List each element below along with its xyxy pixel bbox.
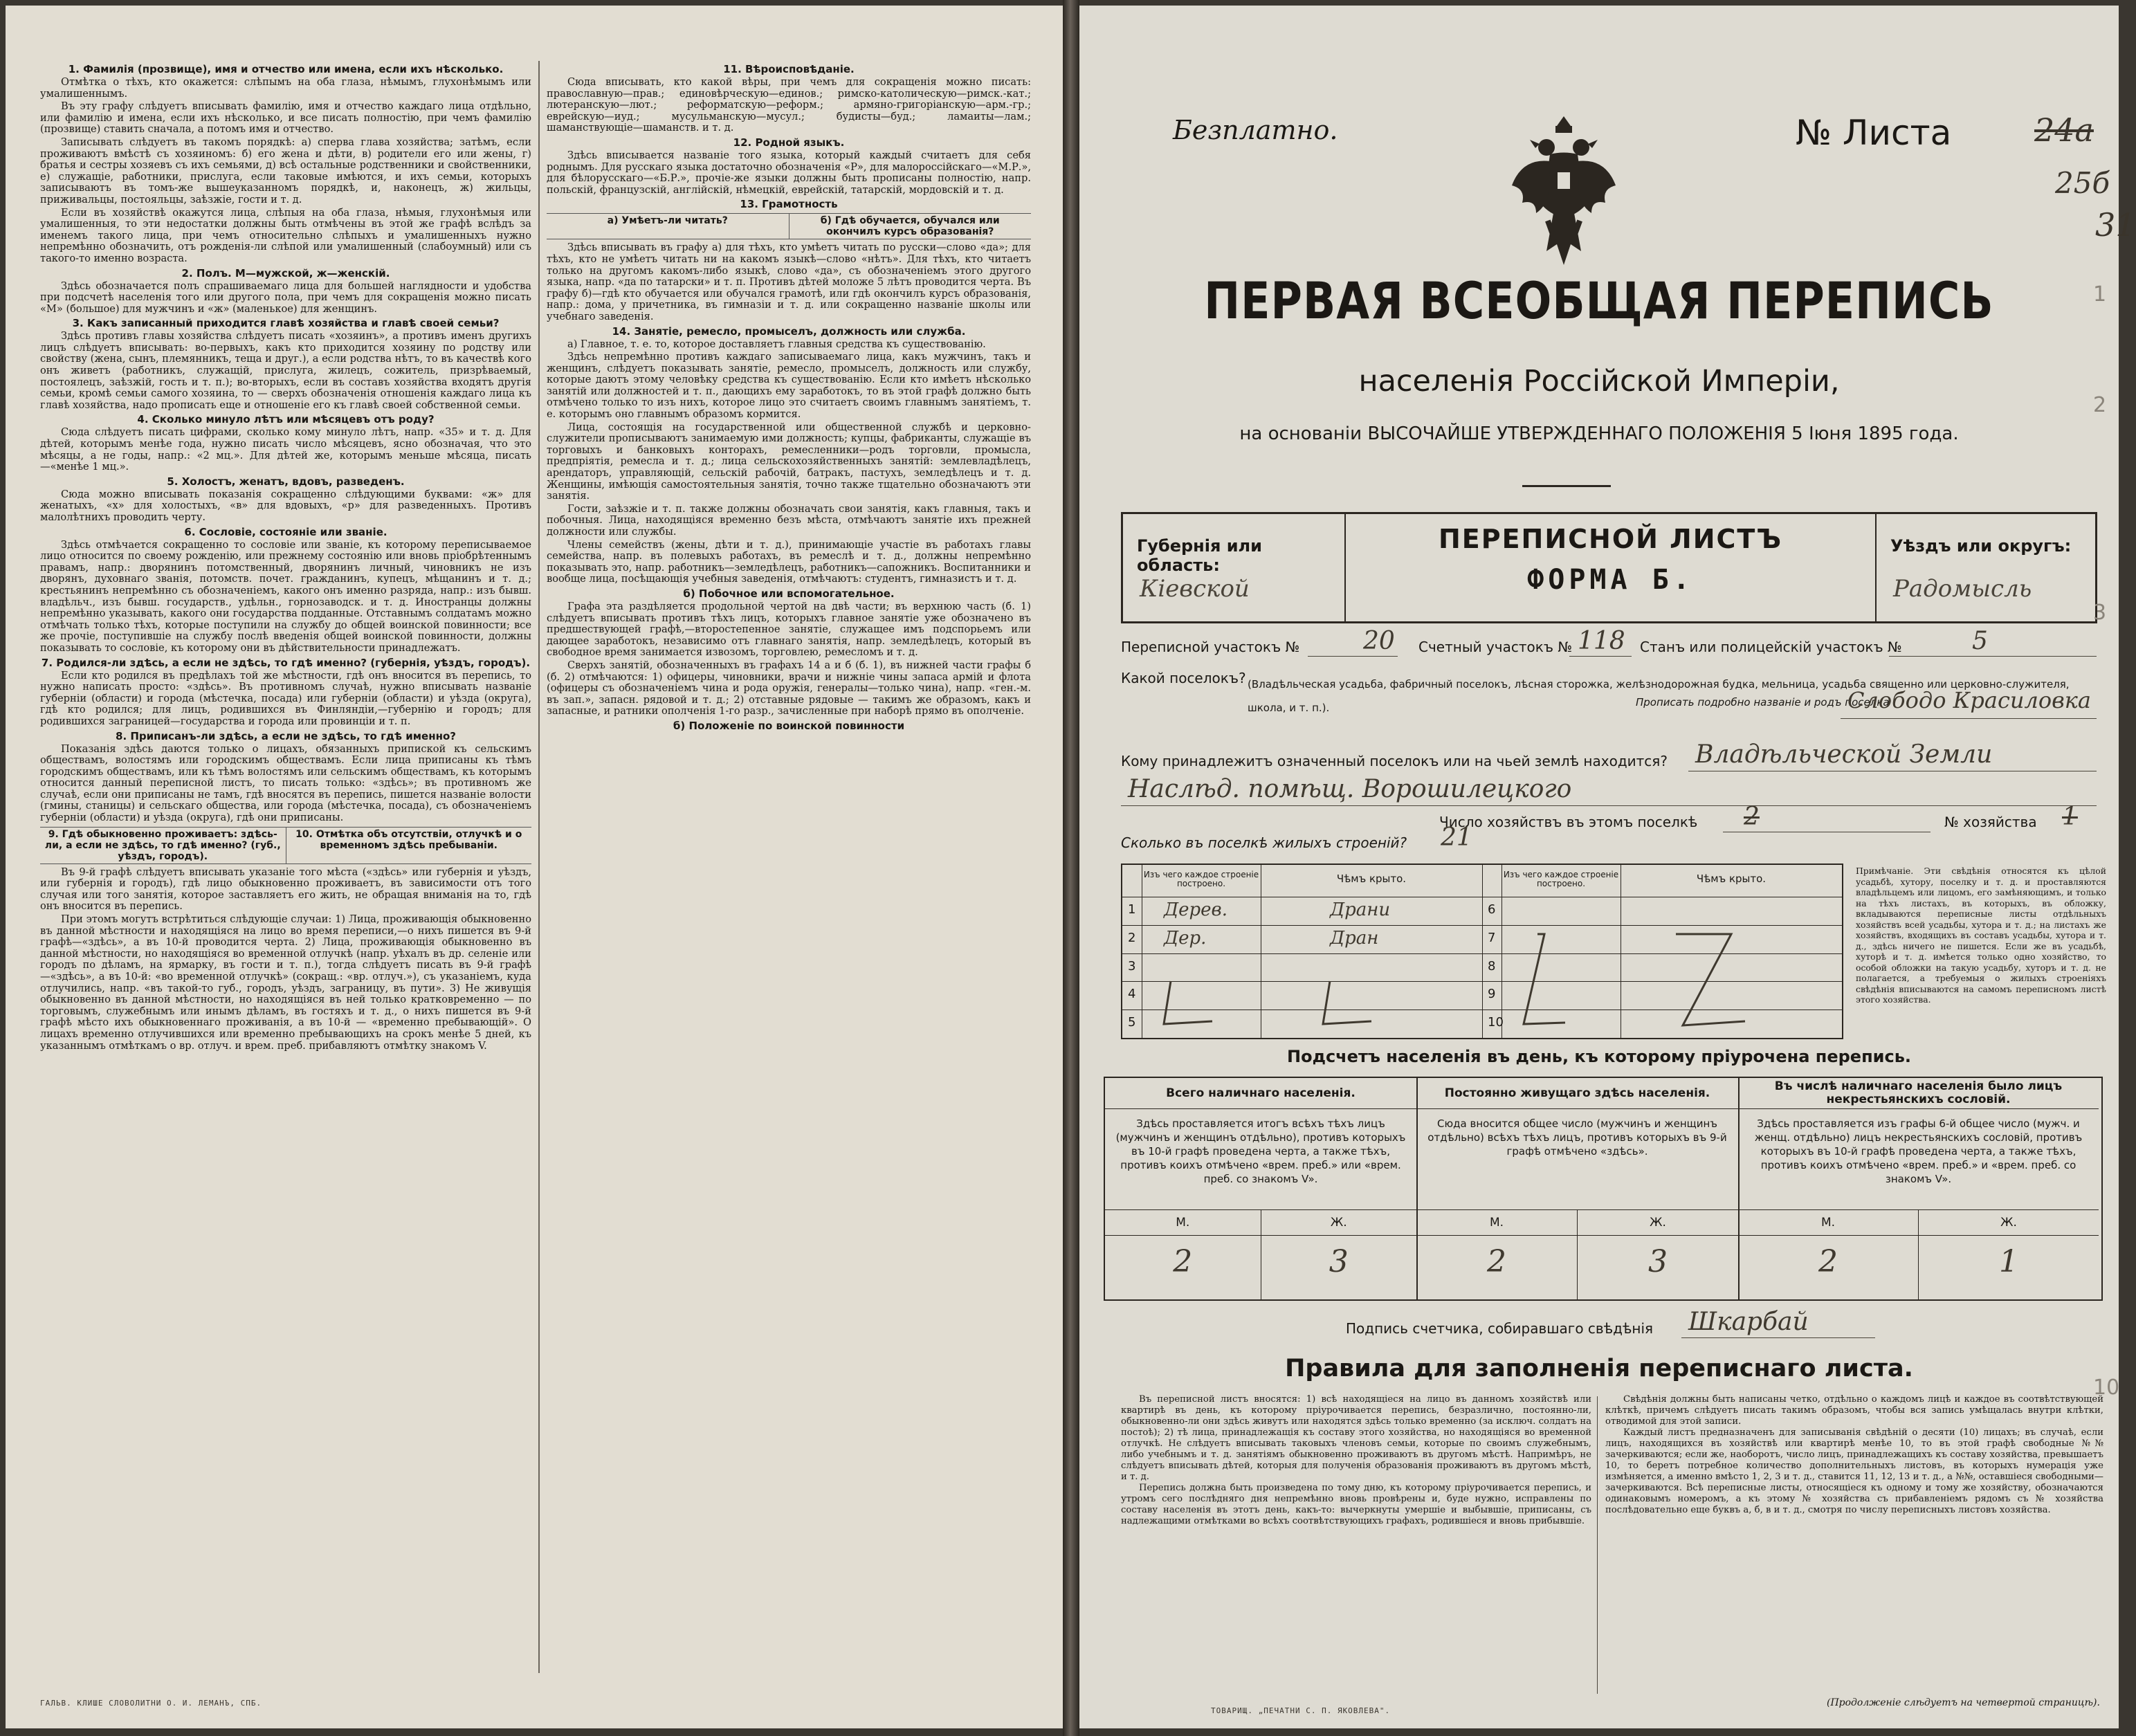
instruction-section <box>40 414 531 473</box>
count-column-description: Здѣсь проставляется изъ графы 6-й общее число (мужч. и женщ. отдѣльно) лицъ некрестьянскихъ сословій, противъ которыхъ въ 10-й графѣ проведена черта, а также тѣхъ, противъ коихъ отмѣчено «врем. преб.» и «врем. преб. со знакомъ V». <box>1754 1117 2083 1185</box>
sheet-number-struck: 24а <box>2034 111 2094 149</box>
edge-row-number: 3 <box>2093 601 2107 625</box>
column-divider <box>538 61 540 1673</box>
section-heading: 5. Холостъ, женатъ, вдовъ, разведенъ. <box>167 475 405 488</box>
corner-archive-mark: 31 <box>2095 206 2136 244</box>
split-heading <box>547 213 1031 239</box>
male-count: 2 <box>1818 1244 1838 1279</box>
underline <box>1889 656 2097 657</box>
section-heading: 11. Вѣроисповѣданіе. <box>723 63 855 75</box>
buildings-table <box>1121 864 1843 1039</box>
settlement-value: Слободо Красиловка <box>1847 687 2091 713</box>
building-material: Дерев. <box>1164 899 1227 920</box>
section-text: Члены семействъ (жены, дѣти и т. д.), принимающіе участіе въ работахъ главы семейства, напр. въ полевыхъ работахъ, въ ремеслѣ и т. д., должны непремѣнно показывать это, напр. работникъ—земледѣлецъ, работникъ—сапожникъ. Воспитанники и вообще лица, посѣщающія учебныя заведенія, отмѣчаютъ: студентъ, гимназистъ и т. д. <box>547 538 1031 585</box>
male-header: М. <box>1176 1216 1190 1230</box>
underline <box>1569 656 1632 657</box>
count-column-heading: Постоянно живущаго здѣсь населенія. <box>1416 1078 1738 1109</box>
census-sheet-title: ПЕРЕПИСНОЙ ЛИСТЪ <box>1438 524 1783 554</box>
owner-value-line2: Наслѣд. помѣщ. Ворошилецкого <box>1128 775 1572 803</box>
material-header: Изъ чего каждое строеніе построено. <box>1503 870 1619 888</box>
section-text: Если въ хозяйствѣ окажутся лица, слѣпыя на оба глаза, нѣмыя, глухонѣмыя или умалишенныя, то эти недостатки должны быть отмѣчены въ этой же графѣ вслѣдъ за именемъ такого лица, при чемъ относительно слѣпыхъ и умалишенныхъ нужно непремѣнно обозначить, отъ рожденія-ли слѣпой или умалишенный (слабоумный) или съ такого-то именно возраста. <box>40 206 531 264</box>
female-count: 1 <box>1918 1234 2099 1299</box>
governorate-value: Кіевской <box>1140 575 1250 603</box>
underline <box>1308 656 1398 657</box>
rule-paragraph: Перепись должна быть произведена по тому дню, къ которому пріурочивается перепись, и утромъ сего послѣдняго дня непремѣнно вновь провѣрены и, буде нужно, исправлены по составу населенія въ этотъ день, какъ-то: вычеркнуты умершіе и выбывшіе, приписаны, съ надлежащими отмѣтками во всѣхъ соотвѣтствующихъ графахъ, родившіеся и вновь прибывшіе. <box>1121 1483 1591 1526</box>
section-heading: 6. Сословіе, состояніе или званіе. <box>184 525 387 538</box>
title-rule <box>1522 485 1611 487</box>
split-heading-right: 10. Отмѣтка объ отсутствіи, отлучкѣ и о временномъ здѣсь пребываніи. <box>286 828 532 864</box>
section-text: Сюда слѣдуетъ писать цифрами, сколько кому минуло лѣтъ, напр. «35» и т. д. Для дѣтей, которымъ менѣе года, нужно писать число мѣсяцевъ, ясно обозначая, что это мѣсяцы, а не годы, напр.: «2 мц.». Для дѣтей же, которымъ меньше мѣсяца, писать—«менѣе 1 мц.». <box>40 426 531 473</box>
legal-basis: на основаніи ВЫСОЧАЙШЕ УТВЕРЖДЕННАГО ПОЛОЖЕНІЯ 5 Іюня 1895 года. <box>1239 423 1959 444</box>
section-text: Лица, состоящія на государственной или общественной службѣ и церковно-служители прописываютъ занимаемую ими должность; купцы, фабриканты, служащіе въ торговыхъ и банковыхъ конторахъ, ремесленники—родъ торговли, промысла, предпріятія, ремесла и т. д.; лица сельскохозяйственныхъ занятій: землевладѣлецъ, арендаторъ, управляющій, сельскій рабочій, батракъ, пастухъ, земледѣлецъ и т. д. Женщины, имѣющія самостоятельныя занятія, точно также тщательно обозначаютъ эти занятія. <box>547 421 1031 502</box>
households-count-value: 2 <box>1744 803 1760 831</box>
instruction-section <box>547 242 1031 322</box>
material-header: Изъ чего каждое строеніе построено. <box>1143 870 1259 888</box>
section-text: Здѣсь непремѣнно противъ каждаго записываемаго лица, какъ мужчинъ, такъ и женщинъ, слѣдуетъ показывать занятіе, ремесло, промыселъ, должность или службу, которые даютъ этому человѣку средства къ существованію. Если кто имѣетъ нѣсколько занятій или должностей и т. п., дающихъ ему заработокъ, то въ этой графѣ должно быть отмѣчено только то изъ нихъ, которое лицо это считаетъ своимъ главнымъ занятіемъ, т. е. которымъ оно главнымъ образомъ кормится. <box>547 351 1031 421</box>
empty-row-dash-marks <box>1122 865 1842 1038</box>
underline <box>1121 805 2097 806</box>
instruction-section <box>547 326 1031 585</box>
instructions-column-1 <box>40 61 531 1052</box>
section-text: Здѣсь отмѣчается сокращенно то сословіе или званіе, къ которому переписываемое лицо относится по своему рожденію, или прежнему состоянію или вновь пріобрѣтеннымъ правамъ, напр.: дворянинъ потомственный, дворянинъ личный, чиновникъ не изъ дворянъ, духовнаго званія, потомств. почет. гражданинъ, купецъ, мѣщанинъ и т. д.; крестьянинъ непремѣнно съ обозначеніемъ, какого онъ именно разряда, напр.: изъ бывш. владѣльч., изъ бывш. государств., удѣльн., горнозаводск. и т. д. Иностранцы должны непремѣнно указывать, какого они государства подданные. Отставнымъ солдатамъ можно отмѣчать только тѣхъ, которые поступили на службу до общей воинской повинности; все же прочіе, поступившіе на службу послѣ введенія общей воинской повинности, должны показывать то сословіе, къ которому они въ дѣйствительности принадлежатъ. <box>40 538 531 654</box>
section-text: Гости, заѣзжіе и т. п. также должны обозначать свои занятія, какъ главныя, такъ и побочныя. Лица, находящіяся временно безъ мѣста, отмѣчаютъ занятіе ихъ прежней должности или службы. <box>547 502 1031 538</box>
section-heading: 14. Занятіе, ремесло, промыселъ, должность или служба. <box>612 325 966 338</box>
section-text: Здѣсь вписывать въ графу а) для тѣхъ, кто умѣетъ читать по русски—слово «да»; для тѣхъ, кто не умѣетъ читать ни на какомъ языкѣ—слово «нѣтъ». Для тѣхъ, кто читаетъ только на другомъ какомъ-либо языкѣ, слово «да», съ обозначеніемъ этого другого языка, напр. «да по татарски» и т. п. Противъ дѣтей моложе 5 лѣтъ проводится черта. Въ графу б)—гдѣ кто обучается или обучался грамотѣ, или гдѣ окончилъ курсъ образованія, напр.: дома, у причетника, въ гимназіи и т. д. или сокращенно названіе школы или учебнаго заведенія. <box>547 241 1031 322</box>
male-count: 2 <box>1487 1244 1506 1279</box>
instruction-section <box>40 731 531 824</box>
building-roof: Драни <box>1330 899 1391 920</box>
sheet-number-label: № Листа <box>1796 113 1952 153</box>
counting-precinct-value: 118 <box>1578 627 1625 655</box>
section-heading: 8. Приписанъ-ли здѣсь, а если не здѣсь, то гдѣ именно? <box>116 729 456 742</box>
form-letter: ФОРМА Б. <box>1527 564 1694 596</box>
row-number: 1 <box>1128 902 1136 917</box>
section-text: Въ 9-й графѣ слѣдуетъ вписывать указаніе того мѣста («здѣсь» или губернія и уѣздъ, или губернія и городъ), гдѣ лицо обыкновенно проживаетъ, въ зависимости отъ того случая или того занятія, которое заставляетъ его жить, не обращая вниманія на то, гдѣ онъ вносится въ перепись. <box>40 866 531 913</box>
male-header: М. <box>1820 1216 1836 1230</box>
section-text: Сюда вписывать, кто какой вѣры, при чемъ для сокращенія можно писать: православную—прав.; единовѣрческую—единов.; римско-католическую—римск.-кат.; лютеранскую—лют.; реформатскую—реформ.; армяно-григоріанскую—арм.-гр.; еврейскую—иуд.; мусульманскую—мусул.; будисты—буд.; ламаиты—лам.; шаманствующіе—шаманств. и т. д. <box>547 76 1031 134</box>
underline <box>1841 718 2097 719</box>
continued-note: (Продолженіе слѣдуетъ на четвертой страницѣ). <box>1827 1697 2100 1708</box>
edge-row-number: 2 <box>2093 393 2107 417</box>
count-column <box>1105 1078 1418 1299</box>
female-count: 3 <box>1261 1234 1417 1299</box>
edge-row-number: 1 <box>2093 282 2107 307</box>
section-text: При этомъ могутъ встрѣтиться слѣдующіе случаи: 1) Лица, проживающія обыкновенно въ данной мѣстности и находящіяся на лицо во время переписи,—о нихъ пишется въ 9-й графѣ—«здѣсь», а въ 10-й проводится черта. 2) Лица, проживающія обыкновенно въ данной мѣстности, но находящіяся во временной отлучкѣ (напр. уѣхалъ въ др. селеніе или городъ по дѣламъ, на ярмарку, въ гости и т. п.), тогда слѣдуетъ писать въ 9-й графѣ—«здѣсь», а въ 10-й: «во временной отлучкѣ» (сокращ.: «вр. отлуч.»), съ указаніемъ, куда отлучились, напр. «въ такой-то губ., городъ, уѣздъ, заграницу, въ пути». 3) Не живущія обыкновенно въ данной мѣстности, но находящіяся въ ней только кратковременно — по торговымъ, служебнымъ или инымъ дѣламъ, въ гостяхъ и т. д., о нихъ пишется въ 9-й графѣ мѣсто ихъ обыкновеннаго проживанія, а въ 10-й — «временно пребывающій». О лицахъ временно отлучившихся или временно пребывающихъ на срокъ менѣе 5 дней, къ указаннымъ отмѣткамъ о вр. отлуч. и врем. преб. прибавляютъ отмѣтку знакомъ V. <box>40 913 531 1052</box>
roof-header: Чѣмъ крыто. <box>1336 872 1407 885</box>
instruction-section <box>547 64 1031 134</box>
count-values <box>1738 1234 2099 1299</box>
section-text: Отмѣтка о тѣхъ, кто окажется: слѣпымъ на оба глаза, нѣмымъ, глухонѣмымъ или умалишеннымъ. <box>40 76 531 100</box>
female-header: Ж. <box>1577 1210 1738 1235</box>
row-number: 2 <box>1128 930 1136 945</box>
roof-header: Чѣмъ крыто. <box>1696 872 1767 885</box>
district-value: Радомысль <box>1893 575 2032 603</box>
split-heading-left: 9. Гдѣ обыкновенно проживаетъ: здѣсь-ли, а если не здѣсь, то гдѣ именно? (губ., уѣздъ, городъ). <box>44 828 281 862</box>
police-district-value: 5 <box>1972 627 1988 655</box>
owner-label: Кому принадлежитъ означенный поселокъ или на чьей землѣ находится? <box>1121 753 1668 769</box>
district-label: Уѣздъ или округъ: <box>1890 536 2072 556</box>
section-heading: 4. Сколько минуло лѣтъ или мѣсяцевъ отъ роду? <box>137 413 435 426</box>
section-heading: 1. Фамилія (прозвище), имя и отчество или имена, если ихъ нѣсколько. <box>68 63 504 75</box>
female-header: Ж. <box>1918 1210 2099 1235</box>
double-headed-eagle-icon <box>1508 109 1619 275</box>
row-number: 5 <box>1128 1015 1136 1030</box>
instructions-column-2 <box>547 61 1031 735</box>
settlement-hint-2: Прописать подробно названіе и родъ поселка <box>1633 696 1890 709</box>
rule-paragraph: Въ переписной листъ вносятся: 1) всѣ находящіеся на лицо въ данномъ хозяйствѣ или квартирѣ въ день, къ которому пріурочивается перепись, безразлично, постоянно-ли, обыкновенно-ли они здѣсь живутъ или находятся здѣсь только временно (за исключ. солдатъ на постоѣ); 2) тѣ лица, принадлежащія къ составу этого хозяйства, но находящіяся во временной отлучкѣ. Не слѣдуетъ вписывать таковыхъ членовъ семьи, которые по своимъ служебнымъ, либо учебнымъ и т. д. занятіямъ обыкновенно проживаютъ въ другомъ мѣстѣ. Напримѣръ, не слѣдуетъ вписывать дѣтей, которыя для полученія образованія проживаютъ въ другомъ мѣстѣ, и т. д. <box>1121 1394 1591 1482</box>
buildings-note: Примѣчаніе. Эти свѣдѣнія относятся къ цѣлой усадьбѣ, хутору, поселку и т. д. и проставляются владѣльцемъ или лицомъ, его замѣняющимъ, и только на тѣхъ листахъ, въ которыхъ, въ обложку, вкладываются переписные листы отдѣльныхъ хозяйствъ всей усадьбы, хутора и т. д.; на листахъ же хозяйствъ, входящихъ въ составъ усадьбы, хутора и т. д., здѣсь ничего не пишется. Если же въ усадьбѣ, хуторѣ и т. д. имѣется только одно хозяйство, то особой обложки на такую усадьбу, хуторъ и т. д. не полагается, а требуемыя о жилыхъ строеніяхъ свѣдѣнія вписываются на самомъ переписномъ листѣ этого хозяйства. <box>1856 866 2106 1005</box>
count-column <box>1416 1078 1740 1299</box>
female-count: 3 <box>1577 1234 1738 1299</box>
governorate-cell <box>1123 514 1346 621</box>
section-heading: 2. Полъ. М—мужской, ж—женскій. <box>181 266 390 280</box>
underline <box>1681 1337 1875 1338</box>
buildings-count-label: Сколько въ поселкѣ жилыхъ строеній? <box>1121 834 1407 851</box>
sheet-number-value: 25б <box>2055 166 2110 200</box>
population-count-table <box>1104 1077 2103 1301</box>
row-number: 8 <box>1488 958 1496 974</box>
row-number: 6 <box>1488 902 1496 917</box>
governorate-label: Губернія или область: <box>1137 536 1262 575</box>
section-text: Записывать слѣдуетъ въ такомъ порядкѣ: а) сперва глава хозяйства; затѣмъ, если проживаютъ вмѣстѣ съ хозяиномъ: б) его жена и дѣти, в) родители его или жены, г) братья и сестры хозяевъ съ ихъ семьями, д) всѣ остальные родственники и свойственники, е) служащіе, работники, прислуга, если таковые имѣются, и ихъ семьи, которыхъ записываютъ въ томъ-же вышеуказанномъ порядкѣ, и, наконецъ, ж) жильцы, приживальцы, постояльцы, заѣзжіе, гости и т. д. <box>40 136 531 205</box>
settlement-label: Какой поселокъ? <box>1121 670 1246 686</box>
sex-headers <box>1105 1209 1416 1236</box>
section-text: Въ эту графу слѣдуетъ вписывать фамилію, имя и отчество каждаго лица отдѣльно, или фамилію и имена, если ихъ нѣсколько, и все писать полностію, при чемъ фамилію (прозвище) ставить сначала, а потомъ имя и отчество. <box>40 100 531 136</box>
female-header: Ж. <box>1261 1210 1417 1235</box>
section-text: Если кто родился въ предѣлахъ той же мѣстности, гдѣ онъ вносится въ перепись, то нужно написать просто: «здѣсь». Въ противномъ случаѣ, нужно вписывать названіе губерніи (области) и города (мѣстечка, посада) или губерніи (области) и уѣзда (округа), гдѣ кто родился; для лицъ, родившихся въ Финляндіи,—губернію и городъ; для родившихся заграницей—государства и города или провинціи и т. п. <box>40 669 531 727</box>
split-heading <box>40 827 531 864</box>
household-number-value: 1 <box>2062 803 2078 831</box>
count-values <box>1105 1234 1416 1299</box>
counting-precinct-label: Счетный участокъ № <box>1418 639 1573 655</box>
row-number: 3 <box>1128 958 1136 974</box>
printer-credit-left: ГАЛЬВ. КЛИШЕ СЛОВОЛИТНИ О. И. ЛЕМАНЪ, СПБ. <box>40 1699 262 1708</box>
count-column <box>1738 1078 2099 1299</box>
book-gutter <box>1063 0 1079 1736</box>
instruction-section <box>547 199 1031 210</box>
buildings-count-value: 21 <box>1441 823 1472 852</box>
left-page <box>6 6 1063 1728</box>
instruction-section <box>547 720 1031 732</box>
row-number: 9 <box>1488 987 1496 1002</box>
row-number: 7 <box>1488 930 1496 945</box>
census-form-page <box>1079 6 2136 1728</box>
printer-credit-right: ТОВАРИЩ. „ПЕЧАТНИ С. П. ЯКОВЛЕВА". <box>1211 1706 1391 1715</box>
household-number-label: № хозяйства <box>1944 814 2037 830</box>
count-column-heading: Всего наличнаго населенія. <box>1105 1078 1416 1109</box>
census-precinct-label: Переписной участокъ № <box>1121 639 1300 655</box>
section-heading: 3. Какъ записанный приходится главѣ хозяйства и главѣ своей семьи? <box>72 317 500 330</box>
free-label: Безплатно. <box>1173 115 1338 145</box>
rules-title: Правила для заполненія переписнаго листа. <box>1285 1355 1913 1382</box>
rules-divider <box>1597 1396 1598 1694</box>
instruction-section <box>547 137 1031 196</box>
split-heading-right: б) Гдѣ обучается, обучался или окончилъ курсъ образованія? <box>789 214 1032 239</box>
section-heading: б) Побочное или вспомогательное. <box>683 587 895 600</box>
rule-paragraph: Каждый листъ предназначенъ для записыванія свѣдѣній о десяти (10) лицахъ; въ случаѣ, если лицъ, находящихся въ хозяйствѣ или квартирѣ менѣе 10, то въ этой графѣ свободные №№ зачеркиваются; если же, наоборотъ, число лицъ, принадлежащихъ къ составу хозяйства, превышаетъ 10, то беретъ потребное количество дополнительныхъ листовъ, въ которыхъ нумерація уже измѣняется, а именно вмѣсто 1, 2, 3 и т. д., ставится 11, 12, 13 и т. д., а №№, оставшіеся свободными—зачеркиваются. Всѣ переписные листы, относящіеся къ одному и тому же хозяйству, обозначаются одинаковымъ номеромъ, а къ этому № хозяйства съ прибавленіемъ рядомъ съ № хозяйства послѣдовательно еще буквъ а, б, в и т. д., смотря по числу переписныхъ листовъ хозяйства. <box>1605 1427 2103 1515</box>
section-text: Графа эта раздѣляется продольной чертой на двѣ части; въ верхнюю часть (б. 1) слѣдуетъ вписывать противъ тѣхъ лицъ, которыхъ главное занятіе уже обозначено въ предшествующей графѣ,—второстепенное занятіе, служащее имъ подспорьемъ или дающее заработокъ, независимо отъ главнаго занятія, напр. земледѣлецъ, который въ свободное время занимается извозомъ, торговлею, ремесломъ и т. д. <box>547 600 1031 659</box>
households-count-label: Число хозяйствъ въ этомъ поселкѣ <box>1439 814 1698 830</box>
form-subtitle: населенія Россійской Имперіи, <box>1358 364 1840 399</box>
enumerator-signature: Шкарбай <box>1688 1308 1809 1336</box>
count-column-description: Сюда вносится общее число (мужчинъ и женщинъ отдѣльно) всѣхъ тѣхъ лицъ, противъ которыхъ въ 9-й графѣ отмѣчено «здѣсь». <box>1427 1117 1727 1158</box>
section-text: а) Главное, т. е. то, которое доставляетъ главныя средства къ существованію. <box>567 338 986 350</box>
section-text: Здѣсь противъ главы хозяйства слѣдуетъ писать «хозяинъ», а противъ именъ другихъ лицъ слѣдуетъ вписывать: во-первыхъ, какъ кто приходится хозяину по родству или свойству (жена, сынъ, племянникъ, теща и друг.), а если родства нѣтъ, то въ качествѣ кого онъ живетъ (работникъ, служащій, прислуга, жилецъ, сожитель, призрѣваемый, постоялецъ, заѣзжій, гость и т. п.); во-вторыхъ, если въ составъ хозяйства входятъ другія семьи, кромѣ семьи самого хозяина, то — сверхъ обозначенія отношенія каждаго лица къ главѣ хозяйства, надо прописать еще и отношеніе его къ главѣ своей собственной семьи. <box>40 330 531 411</box>
census-precinct-value: 20 <box>1363 627 1395 655</box>
form-header-box <box>1121 512 2097 623</box>
settlement-hint: (Владѣльческая усадьба, фабричный поселокъ, лѣсная сторожка, желѣзнодорожная будка, мельница, усадьба священно или церковно-служителя, школа, и т. п.). <box>1248 678 2070 714</box>
section-heading: 7. Родился-ли здѣсь, а если не здѣсь, то гдѣ именно? (губернія, уѣздъ, городъ). <box>41 656 531 669</box>
instruction-section <box>40 268 531 316</box>
count-values <box>1416 1234 1738 1299</box>
count-column-heading: Въ числѣ наличнаго населенія было лицъ некрестьянскихъ сословій. <box>1738 1078 2099 1109</box>
sex-headers <box>1416 1209 1738 1236</box>
form-type-cell <box>1346 514 1877 621</box>
section-heading: 12. Родной языкъ. <box>733 136 845 149</box>
section-text: Сверхъ занятій, обозначенныхъ въ графахъ 14 а и б (б. 1), въ нижней части графы б (б. 2) отмѣчаются: 1) офицеры, чиновники, врачи и нижніе чины запаса армій и флота (офицеры съ обозначеніемъ чина и рода оружія, генералы—только чина), напр. «ген.-м. въ зап.», запасн. рядовой и т. д.; 2) отставные рядовые — такимъ же образомъ, какъ и запасные, и ратники ополченія 1-го разр., зачисленные при наборѣ прямо въ ополченіе. <box>547 659 1031 718</box>
police-district-label: Станъ или полицейскій участокъ № <box>1640 639 1902 655</box>
form-title: ПЕРВАЯ ВСЕОБЩАЯ ПЕРЕПИСЬ <box>1204 271 1994 331</box>
instruction-section <box>40 657 531 728</box>
rules-column-1 <box>1121 1394 1591 1527</box>
enumerator-signature-label: Подпись счетчика, собиравшаго свѣдѣнія <box>1346 1320 1654 1337</box>
male-header: М. <box>1489 1216 1504 1230</box>
row-number: 4 <box>1128 987 1136 1002</box>
rules-column-2 <box>1605 1394 2103 1516</box>
section-text: Показанія здѣсь даются только о лицахъ, обязанныхъ припиской къ сельскимъ обществамъ, волостямъ или городскимъ обществамъ. Если лица приписаны къ тѣмъ городскимъ обществамъ, или къ тѣмъ волостямъ или сельскимъ обществамъ, къ которымъ относится данный переписной листъ, то писать только: «здѣсь»; въ противномъ же случаѣ, если они приписаны не тамъ, гдѣ вносятся въ перепись, пишется названіе волости (гмины, станицы) и сельскаго общества, или города (мѣстечка, посада), съ обозначеніемъ губерніи (области) и уѣзда (округа), гдѣ они приписаны. <box>40 742 531 824</box>
edge-row-number: 10 <box>2093 1376 2120 1400</box>
instruction-section <box>40 527 531 655</box>
instruction-section <box>40 318 531 411</box>
building-material: Дер. <box>1164 927 1207 949</box>
row-number: 10 <box>1488 1015 1504 1030</box>
population-count-heading: Подсчетъ населенія въ день, къ которому пріурочена перепись. <box>1287 1047 1911 1066</box>
count-column-description: Здѣсь проставляется итогъ всѣхъ тѣхъ лицъ (мужчинъ и женщинъ отдѣльно), противъ которыхъ въ 10-й графѣ проведена черта, а также тѣхъ, противъ коихъ отмѣчено «врем. преб.» или «врем. преб. со знакомъ V». <box>1115 1117 1406 1185</box>
section-text: Сюда можно вписывать показанія сокращенно слѣдующими буквами: «ж» для женатыхъ, «х» для холостыхъ, «в» для вдовыхъ, «р» для разведенныхъ. Противъ малолѣтнихъ проводить черту. <box>40 488 531 523</box>
instruction-section <box>40 476 531 524</box>
sex-headers <box>1738 1209 2099 1236</box>
instruction-section <box>547 588 1031 718</box>
male-count: 2 <box>1173 1244 1193 1279</box>
section-text: Здѣсь вписывается названіе того языка, который каждый считаетъ для себя роднымъ. Для русскаго языка достаточно обозначенія «Р», для малороссійскаго—«М.Р.», для бѣлорусскаго—«Б.Р.», прочіе-же языки должны быть прописаны полностію, напр. польскій, французскій, англійскій, нѣмецкій, еврейскій, татарскій, мордовскій и т. д. <box>547 149 1031 196</box>
section-heading: 13. Грамотность <box>740 198 838 211</box>
rule-paragraph: Свѣдѣнія должны быть написаны четко, отдѣльно о каждомъ лицѣ и каждое въ соотвѣтствующей клѣткѣ, причемъ слѣдуетъ писать такимъ образомъ, чтобы вся запись умѣщалась внутри клѣтки, отводимой для этой записи. <box>1605 1394 2103 1427</box>
section-heading: б) Положеніе по воинской повинности <box>673 719 905 732</box>
owner-value-line1: Владѣльческой Земли <box>1695 740 1993 769</box>
building-roof: Дран <box>1330 927 1379 949</box>
split-heading-left: а) Умѣетъ-ли читать? <box>607 215 728 227</box>
district-cell <box>1877 514 2095 621</box>
section-text: Здѣсь обозначается полъ спрашиваемаго лица для большей наглядности и удобства при подсчетѣ населенія того или другого пола, при чемъ для сокращенія можно писать «М» (большое) для мужчинъ и «ж» (маленькое) для женщинъ. <box>40 280 531 315</box>
instruction-section <box>40 64 531 265</box>
